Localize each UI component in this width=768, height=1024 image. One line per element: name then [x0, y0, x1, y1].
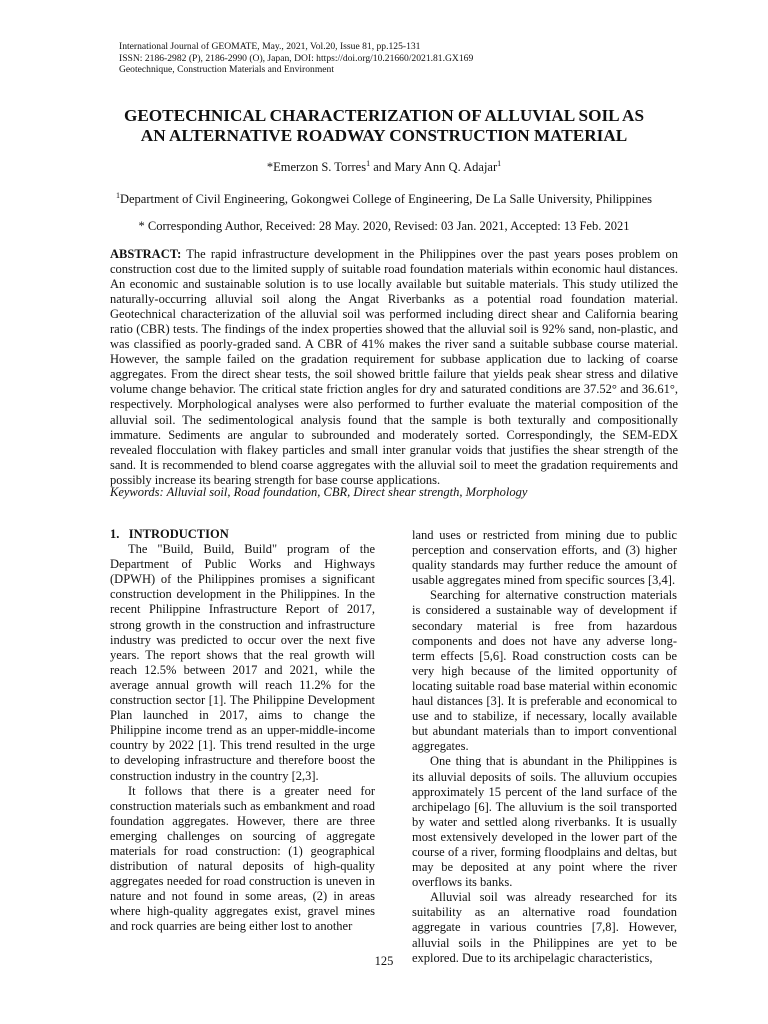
- author-affiliation-mark: 1: [366, 158, 371, 168]
- body-paragraph: The "Build, Build, Build" program of the Department of Public Works and Highways (DPWH) of the Philippines promises a significant construction development in the Philippines. In the recent Philippine Infrastructure Report of 2017, strong growth in the construction and infrastructure industry was predicted to occur over the next five years. The report shows that the real growth will reach 12.5% between 2017 and 2021, while the average annual growth will reach 11.2% for the construction sector [1]. The Philippine Development Plan launched in 2017, aims to change the Philippine income trend as an upper-middle-income country by 2022 [1]. This trend resulted in the urge to developing infrastructure and therefore boost the construction industry in the country [2,3].: [110, 542, 375, 783]
- author-name: *Emerzon S. Torres: [266, 160, 367, 174]
- author-connector: and: [370, 160, 395, 174]
- body-paragraph-continued: land uses or restricted from mining due to public perception and conservation efforts, and (3) higher quality standards may further reduce the amount of usable aggregates mined from specific sources [3,4].: [412, 528, 677, 588]
- author-affiliation-mark: 1: [497, 158, 502, 168]
- author-name: Mary Ann Q. Adajar: [394, 160, 498, 174]
- affiliation-text: Department of Civil Engineering, Gokongwei College of Engineering, De La Salle University, Philippines: [119, 192, 653, 206]
- body-paragraph: Alluvial soil was already researched for its suitability as an alternative road foundation aggregate in various countries [7,8]. However, alluvial soils in the Philippines are yet to be explored. Due to its archipelagic characteristics,: [412, 890, 677, 965]
- abstract-label: ABSTRACT:: [110, 247, 182, 261]
- keywords: Keywords: Alluvial soil, Road foundation, CBR, Direct shear strength, Morphology: [110, 485, 528, 499]
- subject-category-line: Geotechnique, Construction Materials and Environment: [119, 64, 335, 75]
- title-line-2: AN ALTERNATIVE ROADWAY CONSTRUCTION MATERIAL: [140, 126, 628, 145]
- abstract-text: The rapid infrastructure development in the Philippines over the past years poses problem on construction cost due to the limited supply of suitable road foundation materials within economic haul distances. An economic and sustainable solution is to use locally available but suitable materials. This study utilized the naturally-occurring alluvial soil along the Angat Riverbanks as a potential road foundation material. Geotechnical characterization of the alluvial soil was performed including direct shear and California bearing ratio (CBR) tests. The findings of the index properties showed that the alluvial soil is 92% sand, non-plastic, and was classified as poorly-graded sand. A CBR of 41% makes the river sand a suitable subbase course material. However, the sample failed on the gradation requirement for subbase application due to lacking of coarse aggregates. From the direct shear tests, the soil showed brittle failure that yields peak shear stress and dilative volume change behavior. The critical state friction angles for dry and saturated conditions are 37.52° and 36.61°, respectively. Morphological analyses were also performed to further evaluate the material composition of the alluvial soil. The sedimentological analysis found that the sample is both texturally and compositionally immature. Sediments are angular to subrounded and moderately sorted. Correspondingly, the SEM-EDX revealed flocculation with flakey particles and small inter granular voids that justifies the shear strength of the sand. It is recommended to blend coarse aggregates with the alluvial soil to meet the gradation requirements and possibly increase its bearing strength for base course applications.: [110, 247, 678, 487]
- running-header: [119, 41, 679, 76]
- body-paragraph: It follows that there is a greater need for construction materials such as embankment and road foundation aggregates. However, there are three emerging challenges on sourcing of aggregate materials for road construction: (1) geographical distribution of natural deposits of high-quality aggregates needed for road construction is uneven in nature and not found in some areas, (2) in areas where high-quality aggregates exist, gravel mines and rock quarries are being either lost to another: [110, 783, 375, 934]
- journal-citation-line: International Journal of GEOMATE, May., 2021, Vol.20, Issue 81, pp.125-131: [119, 41, 421, 52]
- page-number: 125: [374, 954, 394, 968]
- corresponding-author-dates: * Corresponding Author, Received: 28 May. 2020, Revised: 03 Jan. 2021, Accepted: 13 Feb. 2021: [138, 219, 630, 233]
- abstract: [110, 247, 678, 488]
- right-column: [412, 528, 677, 966]
- body-paragraph: One thing that is abundant in the Philippines is its alluvial deposits of soils. The alluvium occupies approximately 15 percent of the land surface of the archipelago [6]. The alluvium is the soil transported by water and settled along riverbanks. It is usually most extensively developed in the lower part of the course of a river, forming floodplains and deltas, but may be deposited at any point where the river overflows its banks.: [412, 754, 677, 890]
- paper-title: [90, 106, 678, 146]
- affiliation: [90, 192, 678, 207]
- body-paragraph: Searching for alternative construction materials is considered a sustainable way of development if secondary material is free from hazardous components and does not have any adverse long-term effects [5,6]. Road construction costs can be very high because of the limited opportunity of locating suitable road base material within economic haul distances [3]. It is preferable and economical to use and to stabilize, if necessary, locally available but abundant materials than to import conventional aggregates.: [412, 588, 677, 754]
- affiliation-mark: 1: [115, 190, 120, 200]
- title-line-1: GEOTECHNICAL CHARACTERIZATION OF ALLUVIAL SOIL AS: [123, 106, 645, 125]
- author-list: [90, 160, 678, 175]
- left-column: [110, 527, 375, 935]
- section-heading: 1. INTRODUCTION: [110, 527, 229, 541]
- issn-doi-line: ISSN: 2186-2982 (P), 2186-2990 (O), Japan, DOI: https://doi.org/10.21660/2021.81.GX169: [119, 52, 474, 64]
